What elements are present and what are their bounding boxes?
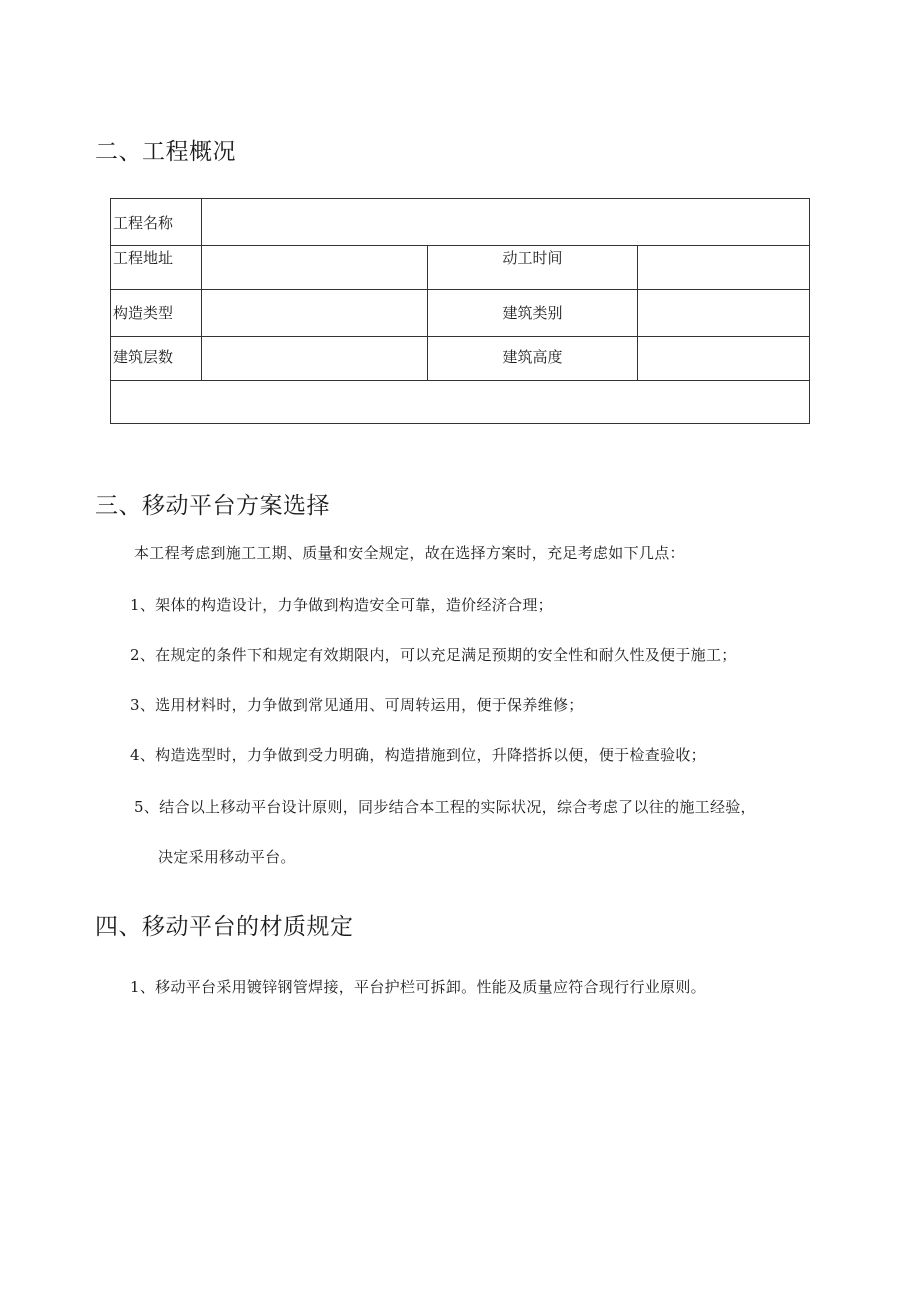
label-floor-count: 建筑层数 <box>113 348 174 366</box>
label-start-time: 动工时间 <box>502 249 563 267</box>
value-project-address <box>204 246 427 247</box>
table-label-cell <box>428 290 638 337</box>
table-value-cell <box>638 246 810 290</box>
section-2-heading: 二、工程概况 <box>95 139 236 165</box>
table-label-cell <box>111 290 202 337</box>
table-value-cell <box>202 290 428 337</box>
table-value-cell <box>202 199 810 246</box>
label-building-category: 建筑类别 <box>502 304 563 322</box>
table-value-cell <box>638 290 810 337</box>
table-value-cell <box>202 246 428 290</box>
table-value-cell <box>202 337 428 381</box>
list-item: 2、在规定的条件下和规定有效期限内，可以充足满足预期的安全性和耐久性及便于施工； <box>130 646 737 664</box>
value-start-time <box>640 246 809 247</box>
label-project-address: 工程地址 <box>113 249 174 267</box>
list-item-continuation: 决定采用移动平台。 <box>158 848 296 866</box>
label-building-height: 建筑高度 <box>502 348 563 366</box>
table-row <box>111 199 810 246</box>
value-structure-type <box>204 290 427 302</box>
project-overview-table <box>110 198 810 424</box>
value-floor-count <box>204 337 427 346</box>
table-label-cell <box>111 199 202 246</box>
value-building-category <box>640 290 809 302</box>
section-3-intro: 本工程考虑到施工工期、质量和安全规定，故在选择方案时，充足考虑如下几点： <box>134 544 685 562</box>
table-row <box>111 246 810 290</box>
table-row <box>111 381 810 424</box>
table-label-cell <box>428 246 638 290</box>
list-item: 1、移动平台采用镀锌钢管焊接，平台护栏可拆卸。性能及质量应符合现行行业原则。 <box>130 978 706 996</box>
label-structure-type: 构造类型 <box>113 304 174 322</box>
table-value-cell <box>111 381 810 424</box>
value-project-name <box>204 199 809 212</box>
table-row <box>111 290 810 337</box>
list-item: 3、选用材料时，力争做到常见通用、可周转运用，便于保养维修； <box>130 696 584 714</box>
table-label-cell <box>428 337 638 381</box>
value-building-height <box>640 337 809 346</box>
table-value-cell <box>638 337 810 381</box>
list-item: 4、构造选型时，力争做到受力明确，构造措施到位，升降搭拆以便，便于检查验收； <box>130 746 706 764</box>
label-project-name: 工程名称 <box>113 214 174 232</box>
list-item: 1、架体的构造设计，力争做到构造安全可靠，造价经济合理； <box>130 596 553 614</box>
list-item: 5、结合以上移动平台设计原则，同步结合本工程的实际状况，综合考虑了以往的施工经验， <box>134 798 756 816</box>
section-3-heading: 三、移动平台方案选择 <box>95 493 330 519</box>
table-label-cell <box>111 246 202 290</box>
table-row <box>111 337 810 381</box>
table-label-cell <box>111 337 202 381</box>
section-4-heading: 四、移动平台的材质规定 <box>95 914 354 940</box>
